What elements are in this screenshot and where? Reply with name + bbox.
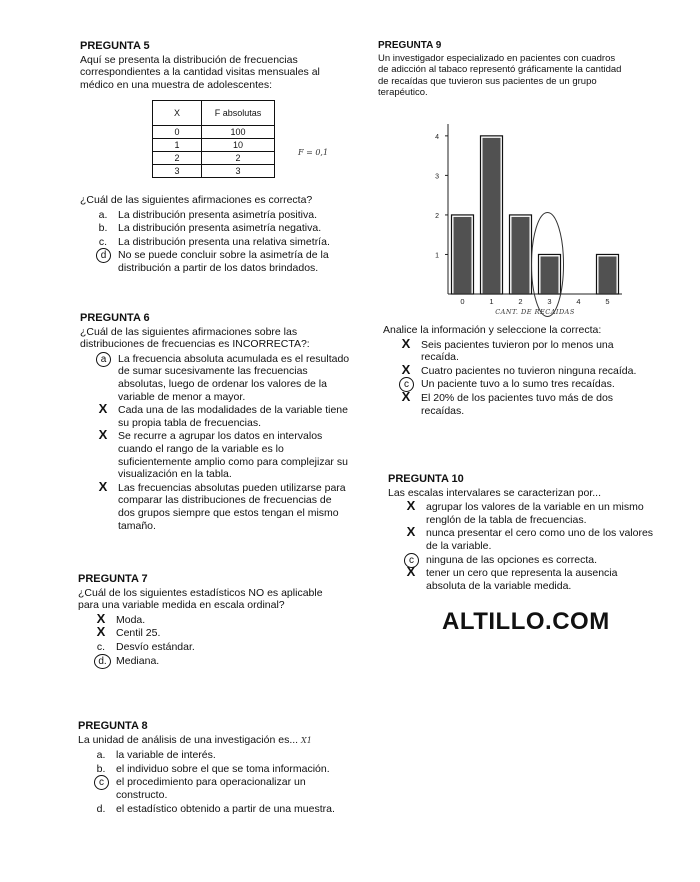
option-b[interactable] xyxy=(383,361,653,378)
option-text: tener un cero que representa la ausencia absoluta de la variable medida. xyxy=(426,567,618,592)
table-cell: 2 xyxy=(153,152,202,165)
option-mark: c. xyxy=(98,235,108,248)
option-a[interactable] xyxy=(78,610,338,627)
option-mark: d. xyxy=(96,802,106,815)
question-stem xyxy=(78,734,350,748)
option-b[interactable] xyxy=(388,524,656,552)
question-title: PREGUNTA 5 xyxy=(80,40,150,52)
question-10 xyxy=(388,473,656,593)
y-tick-label: 2 xyxy=(435,212,439,220)
option-a[interactable] xyxy=(388,498,656,526)
bar xyxy=(454,217,472,294)
option-text: Mediana. xyxy=(116,654,160,667)
option-d[interactable] xyxy=(78,655,338,668)
circled-mark: a xyxy=(96,352,111,367)
option-text: Se recurre a agrupar los datos en intervalos cuando el rango de la variable es lo suficientemente amplio como para complejizar su visualización en la tabla. xyxy=(118,430,348,481)
altillo-logo: ALTILLO.COM xyxy=(442,608,610,635)
option-text: No se puede concluir sobre la asimetría de la distribución a partir de los datos brindados. xyxy=(118,249,329,274)
question-9 xyxy=(378,40,628,99)
bar-chart xyxy=(420,112,620,322)
option-d[interactable] xyxy=(78,803,350,816)
frequency-table xyxy=(152,100,275,178)
question-5-options xyxy=(80,194,352,276)
table-cell: 10 xyxy=(202,139,275,152)
option-text: Cada una de las modalidades de la variable tiene su propia tabla de frecuencias. xyxy=(118,404,348,429)
handwritten-note: X1 xyxy=(301,735,312,745)
option-text: Las frecuencias absolutas pueden utilizarse para comparar las distribuciones de frecuencias de dos grupos siempre que estos tengan el mismo tamaño. xyxy=(118,481,346,532)
option-d[interactable] xyxy=(80,478,350,532)
option-text: La distribución presenta asimetría negativa. xyxy=(118,222,322,235)
option-mark: b. xyxy=(98,222,108,235)
question-stem: ¿Cuál de los siguientes estadísticos NO es aplicable para una variable medida en escala ordinal? xyxy=(78,586,323,612)
option-b[interactable] xyxy=(78,624,338,640)
stem-text: La unidad de análisis de una investigación es... xyxy=(78,733,299,746)
table-row xyxy=(153,165,275,178)
x-tick-label: 0 xyxy=(460,297,465,306)
handwritten-note: F = 0,1 xyxy=(298,148,329,157)
x-tick-label: 1 xyxy=(489,297,494,306)
question-title: PREGUNTA 7 xyxy=(78,573,148,585)
option-b[interactable] xyxy=(80,401,350,429)
y-tick-label: 3 xyxy=(435,173,439,181)
cross-mark: X xyxy=(401,388,411,404)
option-text: el procedimiento para operacionalizar un constructo. xyxy=(116,776,306,801)
question-stem: ¿Cuál de las siguientes afirmaciones sobre las distribuciones de frecuencias es INCORRECTA?: xyxy=(80,325,310,351)
question-title: PREGUNTA 8 xyxy=(78,720,148,732)
question-stem: Las escalas intervalares se caracterizan por... xyxy=(388,486,602,499)
option-text: Centil 25. xyxy=(116,627,161,640)
question-9-options xyxy=(383,324,653,418)
table-header: F absolutas xyxy=(202,101,275,126)
question-title: PREGUNTA 9 xyxy=(378,40,442,51)
question-stem: Un investigador especializado en pacientes con cuadros de adicción al tabaco representó gráficamente la cantidad de recaídas que tuvieron sus pacientes de un grupo terapéutico. xyxy=(378,52,622,98)
x-tick-label: 3 xyxy=(547,297,552,306)
circled-mark: c xyxy=(399,377,414,392)
cross-mark: X xyxy=(98,478,108,494)
question-prompt: ¿Cuál de las siguientes afirmaciones es correcta? xyxy=(80,194,313,206)
question-5 xyxy=(80,40,350,91)
cross-mark: X xyxy=(98,401,108,417)
question-7 xyxy=(78,573,338,668)
circled-mark: d. xyxy=(94,654,111,669)
option-b[interactable] xyxy=(80,222,352,235)
cross-mark: X xyxy=(96,610,106,626)
y-tick-label: 4 xyxy=(435,133,439,141)
option-text: nunca presentar el cero como uno de los valores de la variable. xyxy=(426,527,654,552)
x-tick-label: 5 xyxy=(605,297,610,306)
option-c[interactable] xyxy=(383,378,653,391)
table-cell: 3 xyxy=(153,165,202,178)
x-axis-label: CANT. DE RECAIDAS xyxy=(495,308,575,316)
cross-mark: X xyxy=(406,498,416,514)
x-tick-label: 2 xyxy=(518,297,523,306)
option-c[interactable] xyxy=(80,427,350,481)
table-cell: 0 xyxy=(153,126,202,139)
table-cell: 1 xyxy=(153,139,202,152)
circled-mark: c xyxy=(404,553,419,568)
table-header: X xyxy=(153,101,202,126)
bar xyxy=(541,256,559,294)
option-text: Moda. xyxy=(116,613,146,626)
question-title: PREGUNTA 6 xyxy=(80,312,150,324)
option-text: El 20% de los pacientes tuvo más de dos recaídas. xyxy=(421,391,614,417)
table-row xyxy=(153,152,275,165)
option-text: Seis pacientes tuvieron por lo menos una recaída. xyxy=(421,338,614,364)
x-tick-label: 4 xyxy=(576,297,581,306)
option-b[interactable] xyxy=(78,763,350,776)
option-c[interactable] xyxy=(80,236,352,249)
option-a[interactable] xyxy=(78,749,350,762)
option-d[interactable] xyxy=(80,249,352,274)
question-title: PREGUNTA 10 xyxy=(388,473,464,485)
option-text: Cuatro pacientes no tuvieron ninguna recaída. xyxy=(421,364,637,377)
circled-mark: d xyxy=(96,248,111,263)
cross-mark: X xyxy=(98,427,108,443)
option-text: agrupar los valores de la variable en un mismo renglón de la tabla de frecuencias. xyxy=(426,501,644,526)
y-tick-label: 1 xyxy=(435,252,439,260)
option-c[interactable] xyxy=(78,641,338,654)
option-c[interactable] xyxy=(78,776,350,801)
option-text: La frecuencia absoluta acumulada es el resultado de sumar sucesivamente las frecuencias absolutas, luego de ordenar los valores de la variable de menor a mayor. xyxy=(118,352,350,403)
table-row xyxy=(153,139,275,152)
option-text: La distribución presenta una relativa simetría. xyxy=(118,235,330,248)
table-cell: 3 xyxy=(202,165,275,178)
option-text: el individuo sobre el que se toma información. xyxy=(116,762,330,775)
option-mark: a. xyxy=(98,208,108,221)
option-text: ninguna de las opciones es correcta. xyxy=(426,553,598,566)
cross-mark: X xyxy=(401,335,411,351)
option-mark: b. xyxy=(96,762,106,775)
option-text: el estadístico obtenido a partir de una muestra. xyxy=(116,802,335,815)
table-cell: 100 xyxy=(202,126,275,139)
option-d[interactable] xyxy=(388,564,656,592)
table-row xyxy=(153,126,275,139)
bar xyxy=(599,256,617,294)
option-d[interactable] xyxy=(383,388,653,417)
table-cell: 2 xyxy=(202,152,275,165)
bar xyxy=(483,138,501,294)
circled-mark: c xyxy=(94,775,109,790)
option-text: Desvío estándar. xyxy=(116,640,195,653)
question-8 xyxy=(78,720,350,816)
option-mark: a. xyxy=(96,749,106,762)
option-mark: c. xyxy=(96,640,106,653)
option-text: la variable de interés. xyxy=(116,749,216,762)
question-6 xyxy=(80,312,350,533)
cross-mark: X xyxy=(406,564,416,580)
cross-mark: X xyxy=(406,524,416,540)
question-stem: Aquí se presenta la distribución de frecuencias correspondientes a la cantidad visitas mensuales al médico en una muestra de adolescentes: xyxy=(80,53,320,91)
cross-mark: X xyxy=(401,361,411,377)
option-a[interactable] xyxy=(383,335,653,364)
bar xyxy=(512,217,530,294)
question-prompt: Analice la información y seleccione la correcta: xyxy=(383,324,602,336)
option-a[interactable] xyxy=(80,209,352,222)
option-c[interactable] xyxy=(388,554,656,567)
cross-mark: X xyxy=(96,624,106,640)
option-a[interactable] xyxy=(80,353,350,403)
option-text: Un paciente tuvo a lo sumo tres recaídas. xyxy=(421,378,615,391)
option-text: La distribución presenta asimetría positiva. xyxy=(118,208,318,221)
